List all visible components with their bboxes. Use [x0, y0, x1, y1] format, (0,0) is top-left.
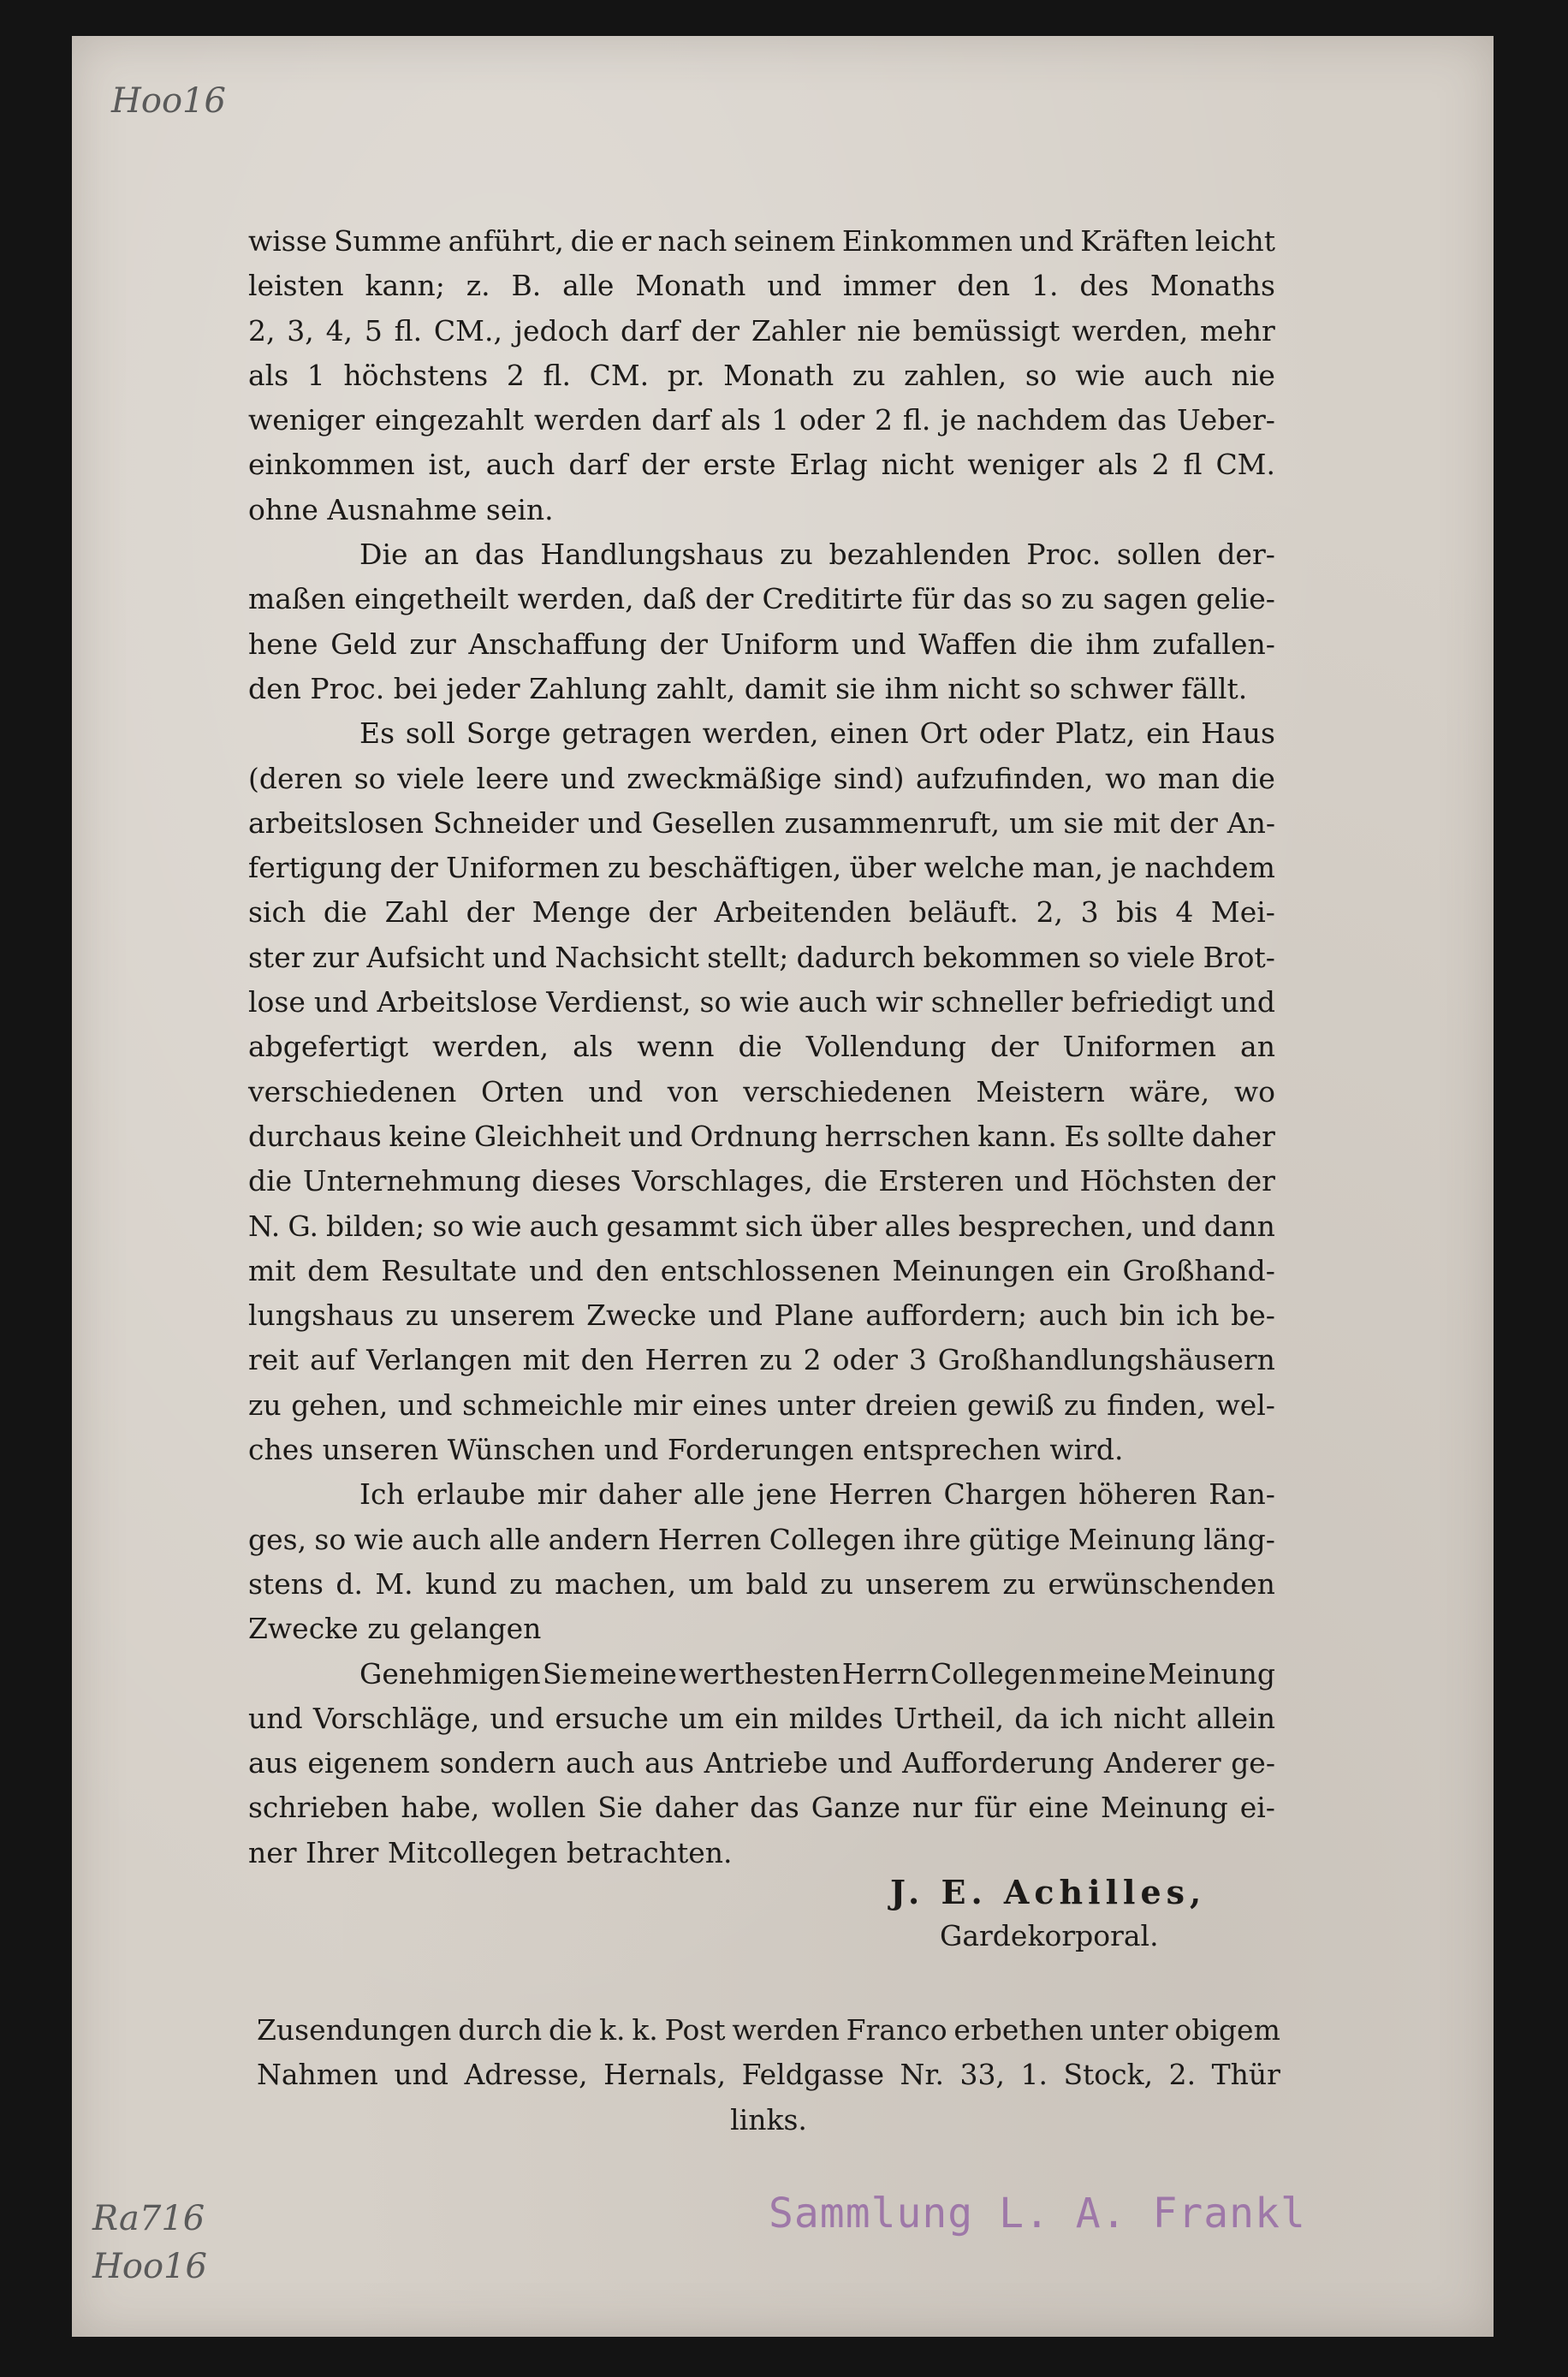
body-line: Es soll Sorge getragen werden, einen Ort oder Platz, ein Haus [359, 716, 1275, 751]
body-line: abgefertigt werden, als wenn die Vollendung der Uniformen an [248, 1030, 1275, 1064]
archive-note-bottom-1: Ra716 [92, 2199, 205, 2238]
body-line: mit dem Resultate und den entschlossenen Meinungen ein Großhand- [248, 1253, 1275, 1287]
body-line: Genehmigen Sie meine werthesten Herrn Collegen meine Meinung [359, 1656, 1275, 1691]
signature-name: J. E. Achilles, [890, 1873, 1207, 1911]
document-body [248, 219, 1275, 1875]
body-line: aus eigenem sondern auch aus Antriebe und Aufforderung Anderer ge- [248, 1746, 1275, 1780]
body-line: einkommen ist, auch darf der erste Erlag nicht weniger als 2 fl CM. [248, 448, 1275, 482]
body-line: als 1 höchstens 2 fl. CM. pr. Monath zu zahlen, so wie auch nie [248, 358, 1275, 392]
body-line: fertigung der Uniformen zu beschäftigen, über welche man, je nachdem [248, 851, 1275, 885]
body-line: ohne Ausnahme sein. [248, 492, 554, 526]
signature-rank: Gardekorporal. [940, 1919, 1159, 1952]
body-line: Ich erlaube mir daher alle jene Herren Chargen höheren Ran- [359, 1477, 1275, 1512]
body-line: maßen eingetheilt werden, daß der Creditirte für das so zu sagen gelie- [248, 582, 1275, 616]
footer-line: Zusendungen durch die k. k. Post werden Franco erbethen unter obigem [257, 2013, 1280, 2047]
body-line: Zwecke zu gelangen [248, 1612, 542, 1646]
body-line: ges, so wie auch alle andern Herren Collegen ihre gütige Meinung läng- [248, 1522, 1275, 1556]
body-line: N. G. bilden; so wie auch gesammt sich über alles besprechen, und dann [248, 1209, 1275, 1243]
body-line: und Vorschläge, und ersuche um ein mildes Urtheil, da ich nicht allein [248, 1701, 1275, 1735]
footer-line: links. [730, 2102, 807, 2136]
archive-note-top: Hoo16 [111, 81, 226, 121]
body-line: die Unternehmung dieses Vorschlages, die Ersteren und Höchsten der [248, 1164, 1275, 1198]
body-line: lose und Arbeitslose Verdienst, so wie auch wir schneller befriedigt und [248, 985, 1275, 1019]
body-line: ner Ihrer Mitcollegen betrachten. [248, 1835, 733, 1869]
body-line: stens d. M. kund zu machen, um bald zu unserem zu erwünschenden [248, 1566, 1275, 1601]
archive-note-bottom-2: Hoo16 [92, 2247, 207, 2286]
body-line: den Proc. bei jeder Zahlung zahlt, damit sie ihm nicht so schwer fällt. [248, 671, 1248, 705]
body-line: Die an das Handlungshaus zu bezahlenden Proc. sollen der- [359, 538, 1275, 572]
body-line: 2, 3, 4, 5 fl. CM., jedoch darf der Zahler nie bemüssigt werden, mehr [248, 313, 1275, 348]
body-line: durchaus keine Gleichheit und Ordnung herrschen kann. Es sollte daher [248, 1119, 1275, 1153]
body-line: sich die Zahl der Menge der Arbeitenden beläuft. 2, 3 bis 4 Mei- [248, 895, 1275, 930]
footer-line: Nahmen und Adresse, Hernals, Feldgasse Nr. 33, 1. Stock, 2. Thür [257, 2058, 1280, 2092]
body-line: hene Geld zur Anschaffung der Uniform und Waffen die ihm zufallen- [248, 627, 1275, 661]
body-line: lungshaus zu unserem Zwecke und Plane auffordern; auch bin ich be- [248, 1298, 1275, 1333]
body-line: verschiedenen Orten und von verschiedenen Meistern wäre, wo [248, 1074, 1275, 1108]
collection-stamp: Sammlung L. A. Frankl [769, 2190, 1306, 2237]
body-line: wisse Summe anführt, die er nach seinem Einkommen und Kräften leicht [248, 224, 1275, 258]
body-line: weniger eingezahlt werden darf als 1 oder 2 fl. je nachdem das Ueber- [248, 403, 1275, 437]
document-footer [257, 2008, 1280, 2142]
body-line: arbeitslosen Schneider und Gesellen zusammenruft, um sie mit der An- [248, 805, 1275, 840]
body-line: (deren so viele leere und zweckmäßige sind) aufzufinden, wo man die [248, 761, 1275, 795]
body-line: ches unseren Wünschen und Forderungen entsprechen wird. [248, 1433, 1124, 1467]
body-line: ster zur Aufsicht und Nachsicht stellt; dadurch bekommen so viele Brot- [248, 940, 1275, 974]
body-line: leisten kann; z. B. alle Monath und immer den 1. des Monaths [248, 269, 1275, 303]
body-line: reit auf Verlangen mit den Herren zu 2 oder 3 Großhandlungshäusern [248, 1343, 1275, 1377]
body-line: schrieben habe, wollen Sie daher das Ganze nur für eine Meinung ei- [248, 1791, 1275, 1825]
body-line: zu gehen, und schmeichle mir eines unter dreien gewiß zu finden, wel- [248, 1388, 1275, 1422]
